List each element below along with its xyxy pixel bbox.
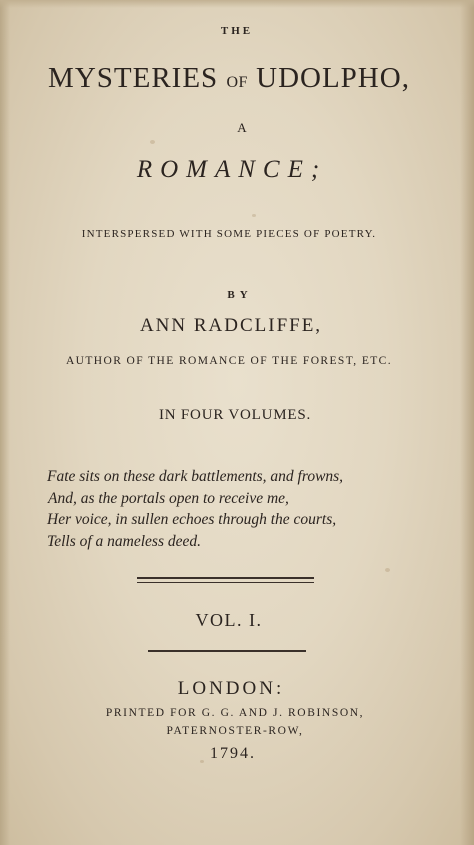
foxing-spot <box>252 214 256 217</box>
subtitle-romance: ROMANCE; <box>136 156 328 183</box>
double-rule-top <box>137 577 314 579</box>
title-the: THE <box>220 25 254 37</box>
imprint-address: PATERNOSTER-ROW, <box>166 725 304 737</box>
foxing-spot <box>385 568 390 572</box>
book-title-part2: UDOLPHO, <box>256 62 410 94</box>
book-title <box>0 62 466 95</box>
author-name: ANN RADCLIFFE, <box>139 315 323 336</box>
epigraph-line: And, as the portals open to receive me, <box>48 489 289 507</box>
divider-rule <box>148 650 306 652</box>
epigraph-line: Fate sits on these dark battlements, and frowns, <box>47 468 344 485</box>
imprint-printer: PRINTED FOR G. G. AND J. ROBINSON, <box>105 707 365 719</box>
double-rule-bottom <box>137 582 314 583</box>
volume-count: IN FOUR VOLUMES. <box>158 407 312 423</box>
book-title-part1: MYSTERIES <box>48 62 219 94</box>
by-line: BY <box>227 289 253 301</box>
subtitle-interspersed: INTERSPERSED WITH SOME PIECES OF POETRY. <box>81 228 377 240</box>
author-credit: AUTHOR OF THE ROMANCE OF THE FOREST, ETC. <box>65 355 393 367</box>
imprint-year: 1794. <box>210 745 256 762</box>
title-a: A <box>237 120 249 135</box>
page-edge-top <box>0 0 474 8</box>
epigraph-line: Tells of a nameless deed. <box>47 532 201 550</box>
book-title-of: OF <box>226 74 248 91</box>
foxing-spot <box>150 140 155 144</box>
imprint-city: LONDON: <box>177 678 285 699</box>
epigraph-line: Her voice, in sullen echoes through the courts, <box>47 511 337 528</box>
epigraph <box>47 466 407 552</box>
volume-number: VOL. I. <box>195 610 263 630</box>
